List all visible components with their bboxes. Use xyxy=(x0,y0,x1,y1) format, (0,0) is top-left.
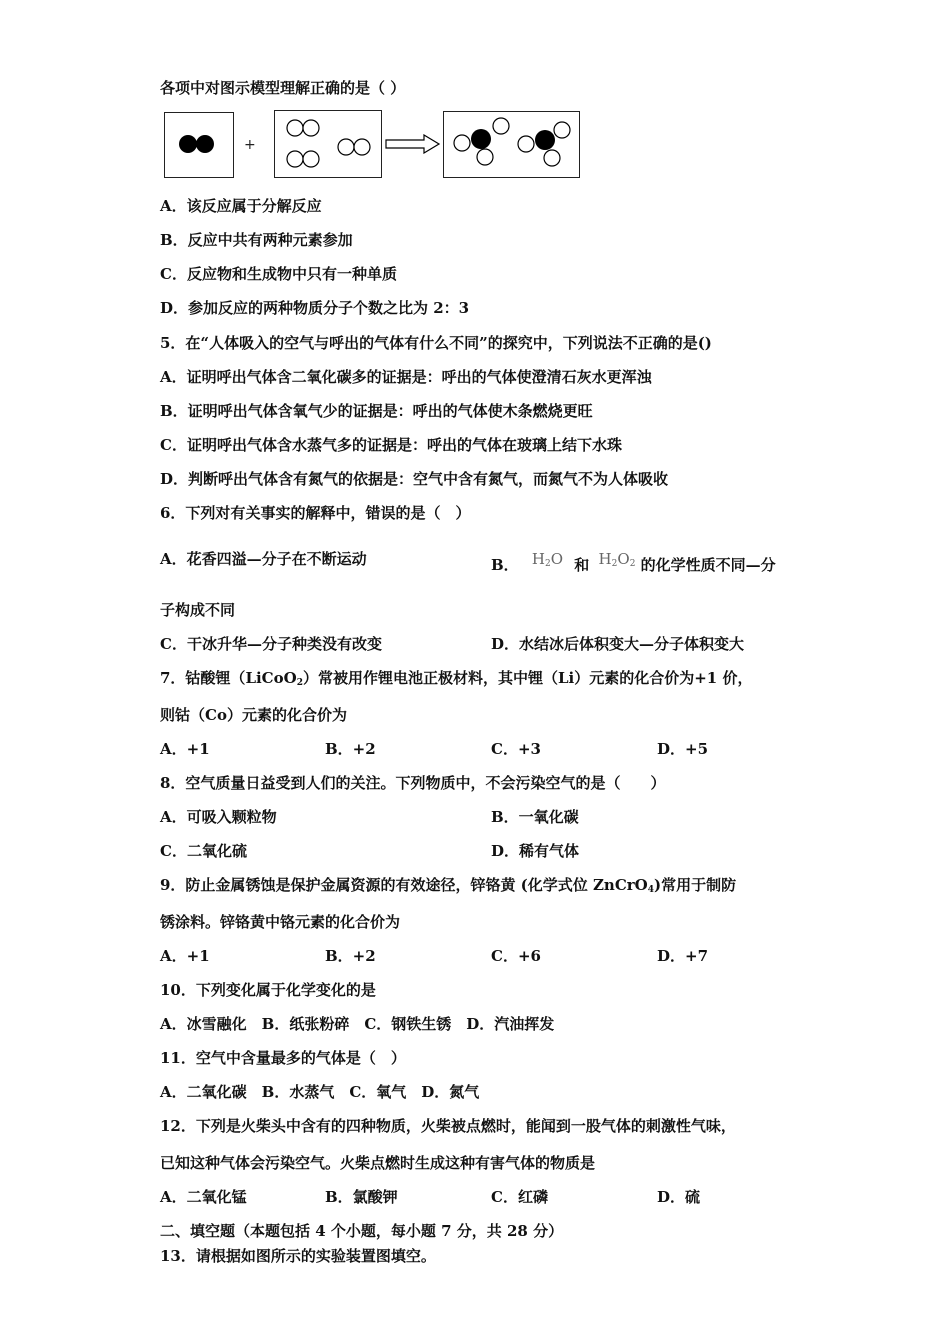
h2o2-o: O xyxy=(617,550,630,568)
q8-option-c: C．二氧化硫 xyxy=(160,842,247,860)
q12-stem-continued: 已知这种气体会污染空气。火柴点燃时生成这种有害气体的物质是 xyxy=(160,1154,596,1172)
q4-stem: 各项中对图示模型理解正确的是（ ） xyxy=(160,79,406,97)
q8-option-a: A．可吸入颗粒物 xyxy=(160,808,277,826)
section-heading: 二、填空题（本题包括 4 个小题，每小题 7 分，共 28 分） xyxy=(160,1222,564,1240)
q5-stem: 5．在“人体吸入的空气与呼出的气体有什么不同”的探究中，下列说法不正确的是() xyxy=(160,334,712,352)
q8-stem: 8．空气质量日益受到人们的关注。下列物质中，不会污染空气的是（ ） xyxy=(160,774,666,792)
q7-stem-continued: 则钴（Co）元素的化合价为 xyxy=(160,706,347,724)
q12-option-d: D．硫 xyxy=(657,1188,701,1206)
q7-stem-subscript: 2 xyxy=(296,678,303,688)
q12-option-b: B．氯酸钾 xyxy=(325,1188,398,1206)
q5-option-b: B．证明呼出气体含氧气少的证据是：呼出的气体使木条燃烧更旺 xyxy=(160,402,593,420)
q8-option-d: D．稀有气体 xyxy=(491,842,580,860)
q9-stem-part2: )常用于制防 xyxy=(654,876,737,894)
plus-sign: + xyxy=(244,137,256,153)
q9-stem-subscript: 4 xyxy=(647,885,655,895)
q5-option-c: C．证明呼出气体含水蒸气多的证据是：呼出的气体在玻璃上结下水珠 xyxy=(160,436,622,454)
q11-stem: 11．空气中含量最多的气体是（ ） xyxy=(160,1049,406,1067)
q7-option-b: B．+2 xyxy=(325,740,376,758)
h2o2-sub1: 2 xyxy=(611,559,618,569)
reaction-arrow-icon xyxy=(384,134,442,154)
q7-stem-part2: ）常被用作锂电池正极材料，其中锂（Li）元素的化合价为+1 价， xyxy=(302,669,753,687)
q12-stem: 12．下列是火柴头中含有的四种物质，火柴被点燃时，能闻到一股气体的刺激性气味， xyxy=(160,1117,736,1135)
q7-stem xyxy=(160,668,752,693)
q9-stem-continued: 锈涂料。锌铬黄中铬元素的化合价为 xyxy=(160,913,401,931)
q7-option-d: D．+5 xyxy=(657,740,709,758)
q6-option-b-continued: 子构成不同 xyxy=(160,601,236,619)
q4-option-b: B．反应中共有两种元素参加 xyxy=(160,231,353,249)
q5-option-a: A．证明呼出气体含二氧化碳多的证据是：呼出的气体使澄清石灰水更浑浊 xyxy=(160,368,652,386)
q4-option-c: C．反应物和生成物中只有一种单质 xyxy=(160,265,397,283)
q6-option-b-prefix: B． xyxy=(491,556,519,574)
h2o-formula xyxy=(532,550,563,568)
q6-option-b-and: 和 xyxy=(574,556,590,574)
q6-option-a: A．花香四溢—分子在不断运动 xyxy=(160,550,367,568)
q9-option-a: A．+1 xyxy=(160,947,210,965)
q6-option-b-suffix: 的化学性质不同—分 xyxy=(640,556,776,574)
h2o2-formula xyxy=(599,550,636,568)
h2o-sub: 2 xyxy=(545,559,551,569)
q9-stem xyxy=(160,875,736,900)
h2o2-h: H xyxy=(598,550,612,568)
product-box xyxy=(443,111,580,178)
q12-option-c: C．红磷 xyxy=(491,1188,548,1206)
q9-stem-part1: 9．防止金属锈蚀是保护金属资源的有效途径，锌铬黄 (化学式位 ZnCrO xyxy=(160,876,648,894)
q7-option-a: A．+1 xyxy=(160,740,210,758)
product-molecules-icon xyxy=(444,112,578,176)
q8-option-b: B．一氧化碳 xyxy=(491,808,579,826)
reactant-box-2 xyxy=(274,110,382,178)
reaction-model-figure xyxy=(164,110,584,180)
q9-option-d: D．+7 xyxy=(657,947,709,965)
reactant-box-1 xyxy=(164,112,234,178)
q6-stem: 6．下列对有关事实的解释中，错误的是（ ） xyxy=(160,504,471,522)
q9-option-c: C．+6 xyxy=(491,947,541,965)
q10-stem: 10．下列变化属于化学变化的是 xyxy=(160,981,376,999)
q10-options: A．冰雪融化 B．纸张粉碎 C．钢铁生锈 D．汽油挥发 xyxy=(160,1015,555,1033)
q6-option-d: D．水结冰后体积变大—分子体积变大 xyxy=(491,635,745,653)
h2o-o: O xyxy=(550,550,564,568)
q4-option-a: A．该反应属于分解反应 xyxy=(160,197,322,215)
q7-stem-part1: 7．钴酸锂（LiCoO xyxy=(160,669,297,687)
q6-option-c: C．干冰升华—分子种类没有改变 xyxy=(160,635,382,653)
h2o-h: H xyxy=(531,550,546,568)
q9-option-b: B．+2 xyxy=(325,947,376,965)
element-molecule-icon xyxy=(165,113,232,176)
q4-option-d: D．参加反应的两种物质分子个数之比为 2：3 xyxy=(160,299,470,317)
q13-stem: 13．请根据如图所示的实验装置图填空。 xyxy=(160,1247,436,1265)
diatomic-molecules-icon xyxy=(275,111,380,176)
q7-option-c: C．+3 xyxy=(491,740,541,758)
h2o2-sub2: 2 xyxy=(629,559,636,569)
q6-option-b xyxy=(491,549,776,575)
q12-option-a: A．二氧化锰 xyxy=(160,1188,247,1206)
q5-option-d: D．判断呼出气体含有氮气的依据是：空气中含有氮气，而氮气不为人体吸收 xyxy=(160,470,669,488)
q11-options: A．二氧化碳 B．水蒸气 C．氧气 D．氮气 xyxy=(160,1083,480,1101)
